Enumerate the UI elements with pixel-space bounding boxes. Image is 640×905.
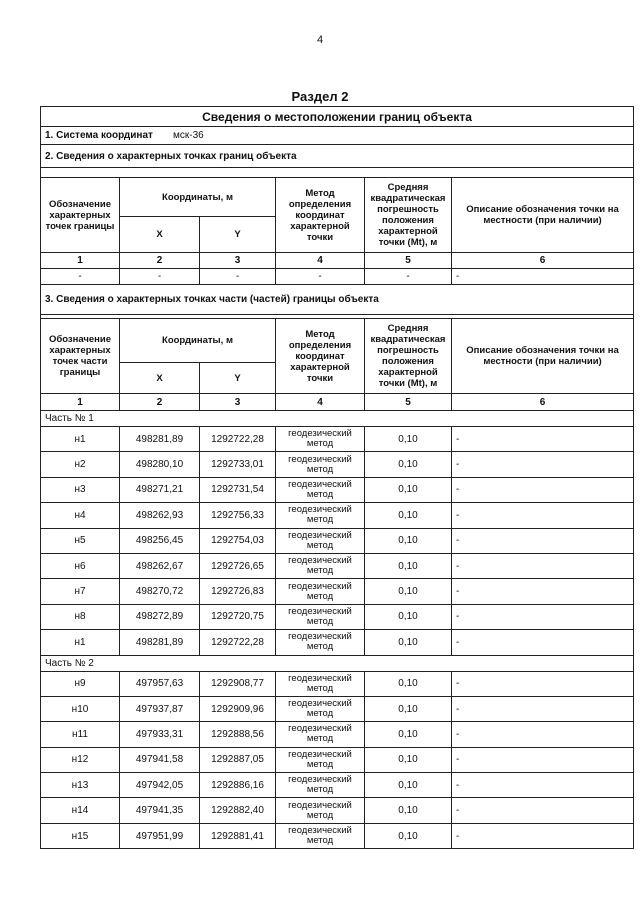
table-row <box>41 823 634 848</box>
s2-header-method: Метод определения координат характерной точки <box>276 178 365 253</box>
table-title: Сведения о местоположении границ объекта <box>41 107 634 127</box>
description-cell: - <box>452 579 634 604</box>
description-cell: - <box>452 630 634 655</box>
point-cell: н11 <box>41 722 120 747</box>
precision-cell: 0,10 <box>365 773 452 798</box>
y-cell: 1292754,03 <box>200 528 276 553</box>
s2-header-coords: Координаты, м <box>120 178 276 217</box>
method-cell: геодезический метод <box>276 747 365 772</box>
point-cell: н15 <box>41 823 120 848</box>
table-row <box>41 477 634 502</box>
table-row <box>41 452 634 477</box>
coord-system-row <box>41 127 634 145</box>
y-cell: 1292887,05 <box>200 747 276 772</box>
s3-num-2: 2 <box>120 394 200 411</box>
x-cell: 498280,10 <box>120 452 200 477</box>
x-cell: 498271,21 <box>120 477 200 502</box>
method-cell: геодезический метод <box>276 671 365 696</box>
method-cell: геодезический метод <box>276 722 365 747</box>
precision-cell: 0,10 <box>365 747 452 772</box>
point-cell: н1 <box>41 427 120 452</box>
s2-cell: - <box>41 269 120 285</box>
x-cell: 498272,89 <box>120 604 200 629</box>
precision-cell: 0,10 <box>365 722 452 747</box>
point-cell: н10 <box>41 696 120 721</box>
y-cell: 1292908,77 <box>200 671 276 696</box>
precision-cell: 0,10 <box>365 696 452 721</box>
s3-num-3: 3 <box>200 394 276 411</box>
description-cell: - <box>452 477 634 502</box>
y-cell: 1292881,41 <box>200 823 276 848</box>
s3-header-precision: Средняя квадратическая погрешность положения характерной точки (Mt), м <box>365 319 452 394</box>
s2-cell: - <box>452 269 634 285</box>
s2-num-6: 6 <box>452 253 634 269</box>
description-cell: - <box>452 604 634 629</box>
method-cell: геодезический метод <box>276 452 365 477</box>
table-row <box>41 722 634 747</box>
y-cell: 1292886,16 <box>200 773 276 798</box>
table-row <box>41 696 634 721</box>
point-cell: н2 <box>41 452 120 477</box>
boundary-table <box>40 106 634 849</box>
x-cell: 497941,35 <box>120 798 200 823</box>
y-cell: 1292909,96 <box>200 696 276 721</box>
precision-cell: 0,10 <box>365 823 452 848</box>
method-cell: геодезический метод <box>276 773 365 798</box>
y-cell: 1292720,75 <box>200 604 276 629</box>
s2-num-3: 3 <box>200 253 276 269</box>
method-cell: геодезический метод <box>276 579 365 604</box>
description-cell: - <box>452 798 634 823</box>
description-cell: - <box>452 773 634 798</box>
description-cell: - <box>452 671 634 696</box>
method-cell: геодезический метод <box>276 798 365 823</box>
table-row <box>41 528 634 553</box>
point-cell: н7 <box>41 579 120 604</box>
table-row <box>41 604 634 629</box>
description-cell: - <box>452 503 634 528</box>
method-cell: геодезический метод <box>276 477 365 502</box>
precision-cell: 0,10 <box>365 553 452 578</box>
x-cell: 497942,05 <box>120 773 200 798</box>
s2-header-description: Описание обозначения точки на местности (при наличии) <box>452 178 634 253</box>
s2-cell: - <box>276 269 365 285</box>
x-cell: 497951,99 <box>120 823 200 848</box>
table-row <box>41 671 634 696</box>
table-row <box>41 579 634 604</box>
method-cell: геодезический метод <box>276 696 365 721</box>
x-cell: 498262,93 <box>120 503 200 528</box>
s3-header-coords: Координаты, м <box>120 319 276 363</box>
y-cell: 1292726,83 <box>200 579 276 604</box>
part-label: Часть № 2 <box>41 655 634 671</box>
s3-num-6: 6 <box>452 394 634 411</box>
s3-num-4: 4 <box>276 394 365 411</box>
s3-num-1: 1 <box>41 394 120 411</box>
y-cell: 1292722,28 <box>200 630 276 655</box>
description-cell: - <box>452 823 634 848</box>
x-cell: 497933,31 <box>120 722 200 747</box>
s3-num-5: 5 <box>365 394 452 411</box>
s3-header-method: Метод определения координат характерной точки <box>276 319 365 394</box>
table-row <box>41 747 634 772</box>
method-cell: геодезический метод <box>276 503 365 528</box>
x-cell: 498262,67 <box>120 553 200 578</box>
s2-header-designation: Обозначение характерных точек границы <box>41 178 120 253</box>
precision-cell: 0,10 <box>365 452 452 477</box>
precision-cell: 0,10 <box>365 477 452 502</box>
precision-cell: 0,10 <box>365 503 452 528</box>
description-cell: - <box>452 722 634 747</box>
x-cell: 498256,45 <box>120 528 200 553</box>
s2-header-x: X <box>120 217 200 253</box>
point-cell: н6 <box>41 553 120 578</box>
x-cell: 498281,89 <box>120 630 200 655</box>
s2-header-precision: Средняя квадратическая погрешность положения характерной точки (Mt), м <box>365 178 452 253</box>
s2-cell: - <box>200 269 276 285</box>
table-row <box>41 503 634 528</box>
table-row <box>41 773 634 798</box>
point-cell: н8 <box>41 604 120 629</box>
method-cell: геодезический метод <box>276 427 365 452</box>
s3-header-x: X <box>120 363 200 394</box>
point-cell: н9 <box>41 671 120 696</box>
x-cell: 498281,89 <box>120 427 200 452</box>
description-cell: - <box>452 452 634 477</box>
s2-num-2: 2 <box>120 253 200 269</box>
y-cell: 1292726,65 <box>200 553 276 578</box>
s2-num-1: 1 <box>41 253 120 269</box>
x-cell: 498270,72 <box>120 579 200 604</box>
coord-system-label: 1. Система координат <box>45 130 153 141</box>
method-cell: геодезический метод <box>276 823 365 848</box>
y-cell: 1292733,01 <box>200 452 276 477</box>
s2-cell: - <box>365 269 452 285</box>
precision-cell: 0,10 <box>365 798 452 823</box>
y-cell: 1292722,28 <box>200 427 276 452</box>
coord-system-value: мск-36 <box>173 130 204 141</box>
method-cell: геодезический метод <box>276 553 365 578</box>
page-number: 4 <box>316 34 324 46</box>
y-cell: 1292888,56 <box>200 722 276 747</box>
method-cell: геодезический метод <box>276 630 365 655</box>
description-cell: - <box>452 747 634 772</box>
s3-header-y: Y <box>200 363 276 394</box>
point-cell: н4 <box>41 503 120 528</box>
section3-title: 3. Сведения о характерных точках части (частей) границы объекта <box>41 285 634 315</box>
section-title: Раздел 2 <box>291 89 349 104</box>
point-cell: н5 <box>41 528 120 553</box>
section2-title: 2. Сведения о характерных точках границ объекта <box>41 145 634 168</box>
s2-cell: - <box>120 269 200 285</box>
y-cell: 1292731,54 <box>200 477 276 502</box>
point-cell: н1 <box>41 630 120 655</box>
precision-cell: 0,10 <box>365 579 452 604</box>
table-row <box>41 427 634 452</box>
table-row <box>41 798 634 823</box>
s3-header-description: Описание обозначения точки на местности (при наличии) <box>452 319 634 394</box>
point-cell: н13 <box>41 773 120 798</box>
description-cell: - <box>452 427 634 452</box>
description-cell: - <box>452 553 634 578</box>
precision-cell: 0,10 <box>365 671 452 696</box>
y-cell: 1292756,33 <box>200 503 276 528</box>
point-cell: н12 <box>41 747 120 772</box>
description-cell: - <box>452 696 634 721</box>
s2-num-4: 4 <box>276 253 365 269</box>
point-cell: н3 <box>41 477 120 502</box>
method-cell: геодезический метод <box>276 604 365 629</box>
description-cell: - <box>452 528 634 553</box>
table-row <box>41 630 634 655</box>
x-cell: 497941,58 <box>120 747 200 772</box>
table-row <box>41 553 634 578</box>
y-cell: 1292882,40 <box>200 798 276 823</box>
precision-cell: 0,10 <box>365 528 452 553</box>
s3-header-designation: Обозначение характерных точек части границы <box>41 319 120 394</box>
x-cell: 497937,87 <box>120 696 200 721</box>
precision-cell: 0,10 <box>365 427 452 452</box>
precision-cell: 0,10 <box>365 604 452 629</box>
x-cell: 497957,63 <box>120 671 200 696</box>
method-cell: геодезический метод <box>276 528 365 553</box>
part-label: Часть № 1 <box>41 411 634 427</box>
precision-cell: 0,10 <box>365 630 452 655</box>
s2-num-5: 5 <box>365 253 452 269</box>
s2-header-y: Y <box>200 217 276 253</box>
point-cell: н14 <box>41 798 120 823</box>
